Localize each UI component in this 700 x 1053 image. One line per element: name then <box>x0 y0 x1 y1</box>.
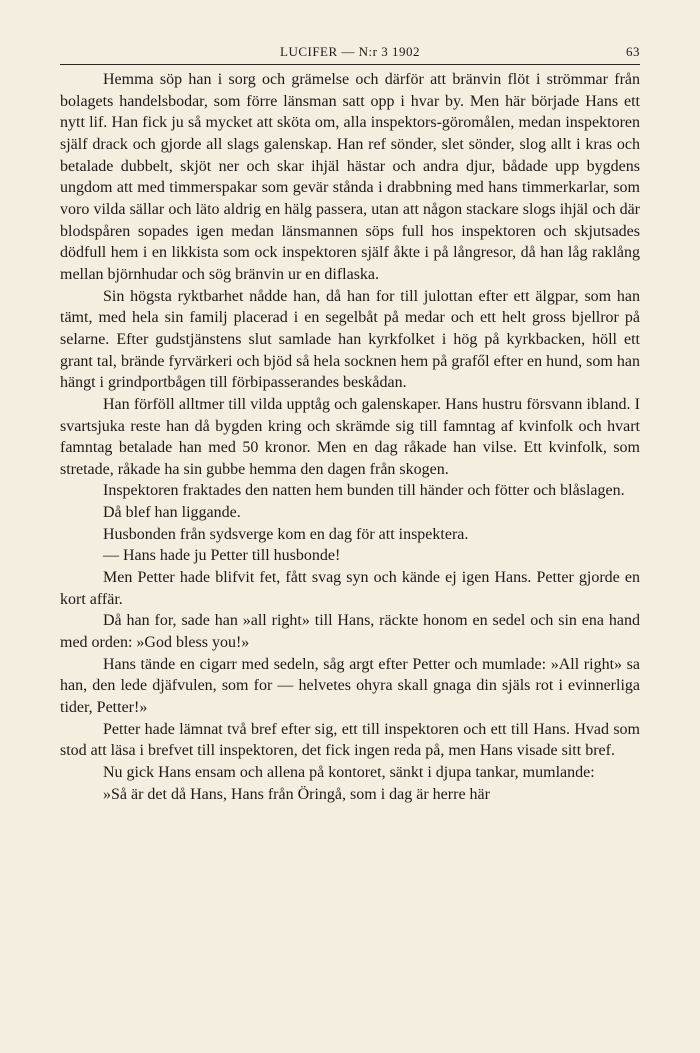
body-text <box>60 69 640 805</box>
paragraph: Han förföll alltmer till vilda upptåg och galenskaper. Hans hustru försvann ibland. I svartsjuka reste han då bygden kring och skrämde sig till famntag af kvinfolk och hvart famntag betalade han med 50 kronor. Men en dag råkade han vilse. Ett kvinfolk, som stretade, råkade ha sin gubbe hemma den dagen från skogen. <box>60 395 640 478</box>
paragraph: Då blef han liggande. <box>103 504 241 522</box>
running-head <box>60 44 640 62</box>
paragraph: Husbonden från sydsverge kom en dag för att inspektera. <box>103 525 469 543</box>
paragraph: — Hans hade ju Petter till husbonde! <box>103 547 341 565</box>
paragraph: Nu gick Hans ensam och allena på kontoret, sänkt i djupa tankar, mumlande: <box>103 764 595 781</box>
paragraph: Inspektoren fraktades den natten hem bunden till händer och fötter och blåslagen. <box>103 482 625 500</box>
paragraph: »Så är det då Hans, Hans från Öringå, som i dag är herre här <box>103 785 490 803</box>
paragraph: Hemma söp han i sorg och grämelse och därför att bränvin flöt i strömmar från bolagets handelsbodar, som förre länsman satt opp i hvar by. Men här började Hans ett nytt lif. Han fick ju så mycket att sköta om, alla inspektors-göromålen, medan inspektoren själf drack och gjorde all slags galenskap. Han ref sönder, slet sönder, slog allt i kras och betalade dubbelt, skjöt ner och skar ihjäl hästar och andra djur, bådade upp bygdens ungdom att med timmerspakar som gevär stånda i drabbning med hans timmerkarlar, som voro vilda sällar och läto aldrig en hälg passera, utan att någon stackare slogs ihjäl och där blodspåren sopades igen medan länsmannen söps full hos inspektoren och skjutsades dödfull hem i en likkista som ock inspektoren själf åkte i på långresor, då han låg raklång mellan björnhudar och sög bränvin ur en diflaska. <box>60 71 640 283</box>
paragraph: Då han for, sade han »all right» till Hans, räckte honom en sedel och sin ena hand med orden: »God bless you!» <box>60 612 640 652</box>
running-title: LUCIFER — N:r 3 1902 <box>280 44 420 59</box>
paragraph: Hans tände en cigarr med sedeln, såg argt efter Petter och mumlade: »All right» sa han, den lede djäfvulen, som for — helvetes ohyra skall gnaga din själs rot i evinnerliga tider, Petter!» <box>60 655 640 717</box>
paragraph: Sin högsta ryktbarhet nådde han, då han for till julottan efter ett älgpar, som han tämt, med hela sin familj placerad i en segelbåt på medar och ett helt gross bjellror på selarne. Efter gudstjänstens slut samlade han kyrkfolket i hög på kyrkbacken, höll ett grant tal, brände fyrvärkeri och bjöd så hela socknen hem på grafől efter en hund, som han hängt i grindportbågen till förbipasserandes beskådan. <box>60 287 640 392</box>
header-rule <box>60 64 640 65</box>
paragraph: Men Petter hade blifvit fet, fått svag syn och kände ej igen Hans. Petter gjorde en kort affär. <box>60 569 640 608</box>
page-number: 63 <box>626 44 640 59</box>
paragraph: Petter hade lämnat två bref efter sig, ett till inspektoren och ett till Hans. Hvad som stod att läsa i brefvet till inspektoren, det fick ingen reda på, men Hans visade sitt bref. <box>60 720 640 760</box>
